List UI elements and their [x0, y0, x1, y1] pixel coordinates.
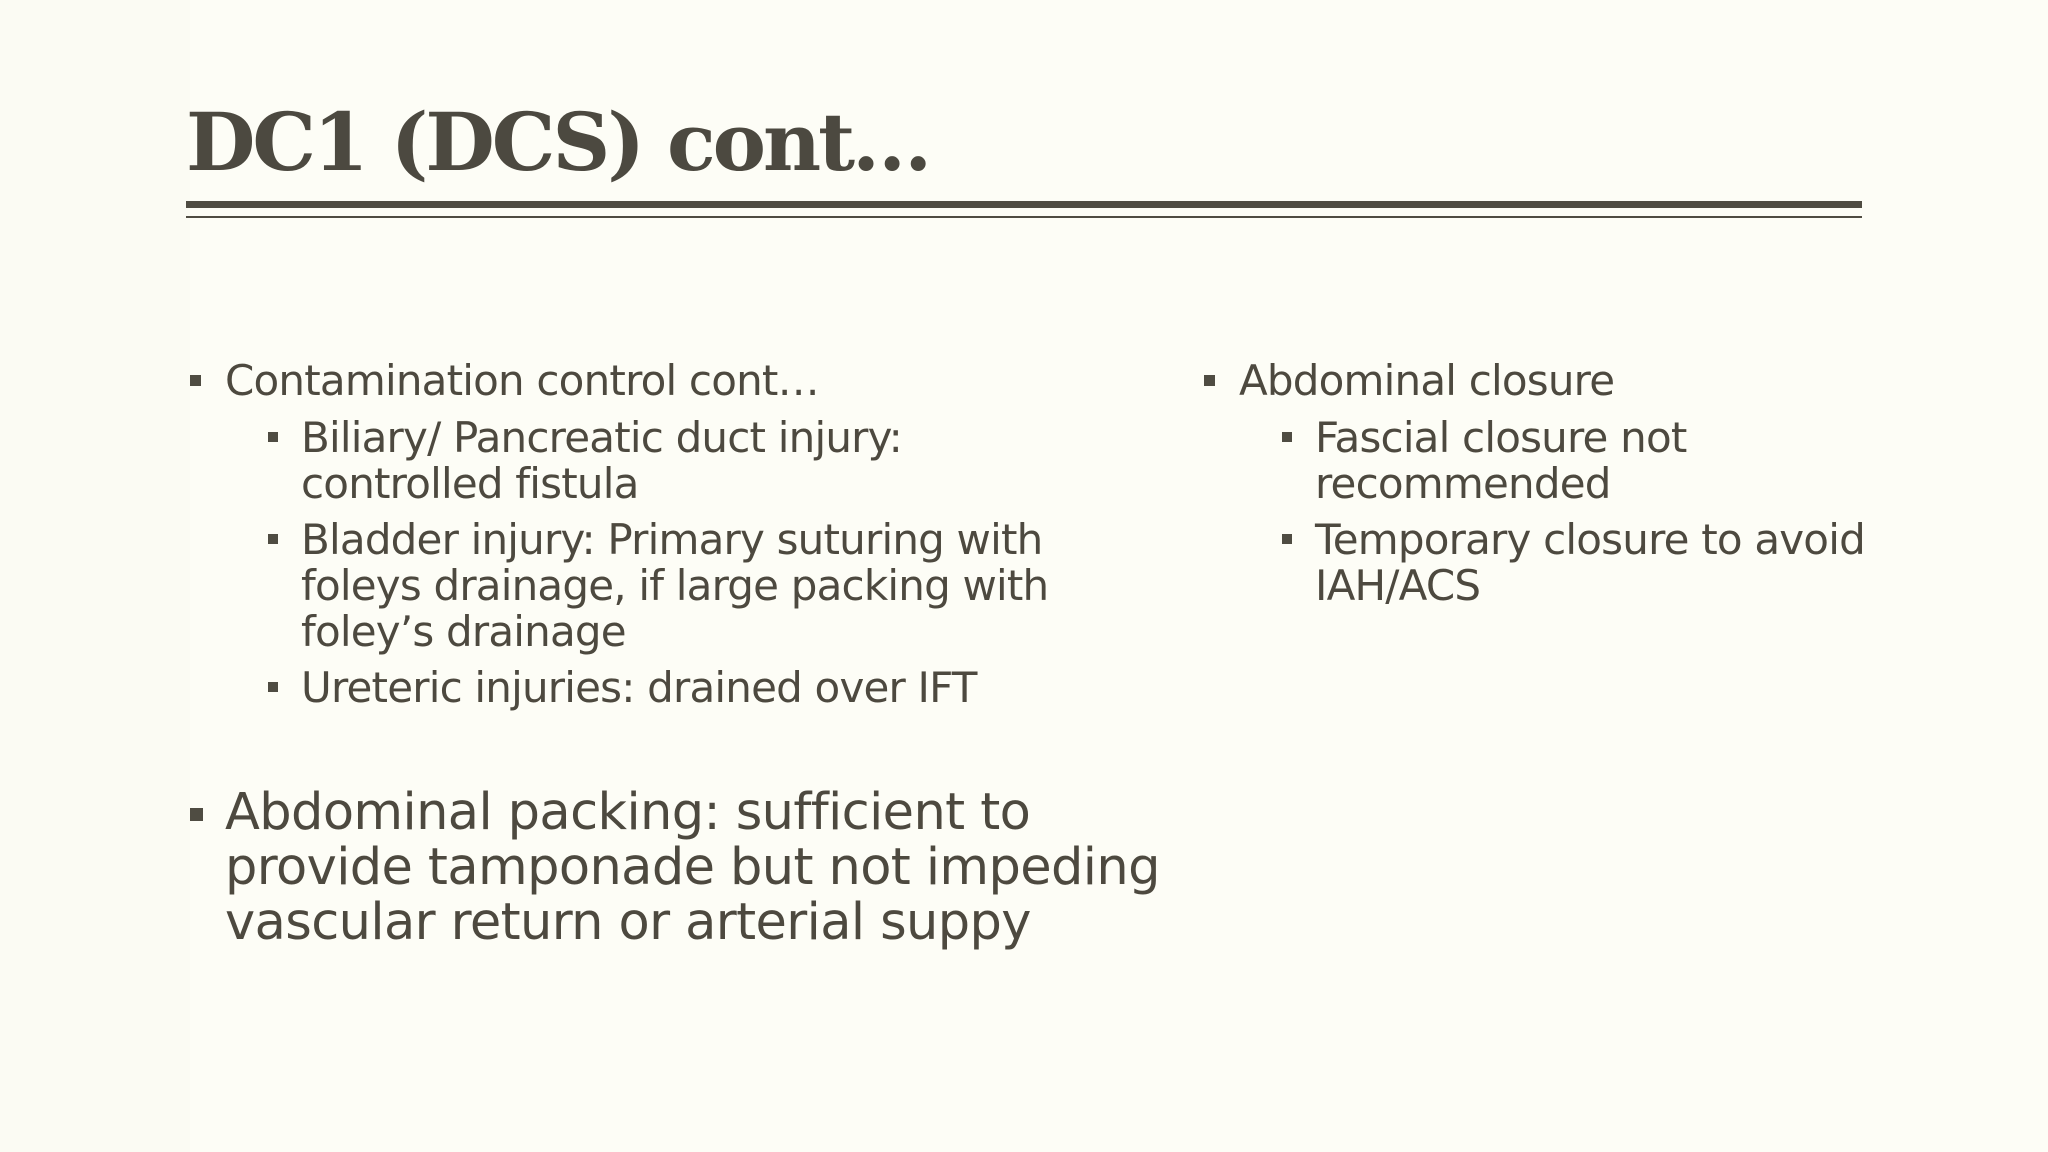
slide-left-band	[0, 0, 190, 1152]
subbullet-text: Bladder injury: Primary suturing with foleys drainage, if large packing with foley’s drainage	[301, 515, 1049, 656]
subbullet-temporary-closure	[1200, 517, 1900, 609]
right-column	[1200, 357, 1900, 609]
square-bullet-icon	[1282, 432, 1292, 442]
bullet-text: Abdominal closure	[1239, 356, 1615, 405]
subbullet-fascial-closure	[1200, 415, 1900, 507]
square-bullet-icon	[1282, 534, 1292, 544]
square-bullet-icon	[1204, 375, 1215, 386]
subbullet-text: Temporary closure to avoid IAH/ACS	[1315, 515, 1865, 610]
bullet-abdominal-closure	[1200, 357, 1900, 405]
subbullet-ureteric-injuries	[186, 665, 1186, 711]
subbullet-text: Fascial closure not recommended	[1315, 413, 1687, 508]
square-bullet-icon	[190, 808, 203, 821]
subbullet-biliary-pancreatic	[186, 415, 1186, 507]
subbullet-text: Biliary/ Pancreatic duct injury: controlled fistula	[301, 413, 902, 508]
subbullet-text: Ureteric injuries: drained over IFT	[301, 663, 977, 712]
title-rule-thin	[186, 216, 1862, 218]
title-rule-thick	[186, 201, 1862, 208]
square-bullet-icon	[268, 534, 278, 544]
subbullet-bladder-injury	[186, 517, 1186, 655]
slide-title: DC1 (DCS) cont…	[186, 95, 930, 189]
bullet-text: Contamination control cont…	[225, 356, 819, 405]
bullet-abdominal-packing	[186, 785, 1186, 950]
bullet-contamination-control	[186, 357, 1186, 405]
bullet-text: Abdominal packing: sufficient to provide tamponade but not impeding vascular return or arterial suppy	[225, 783, 1160, 952]
left-column	[186, 357, 1186, 950]
square-bullet-icon	[268, 682, 278, 692]
right-bullet-list	[1200, 357, 1900, 609]
square-bullet-icon	[268, 432, 278, 442]
left-bullet-list	[186, 357, 1186, 950]
square-bullet-icon	[190, 375, 201, 386]
